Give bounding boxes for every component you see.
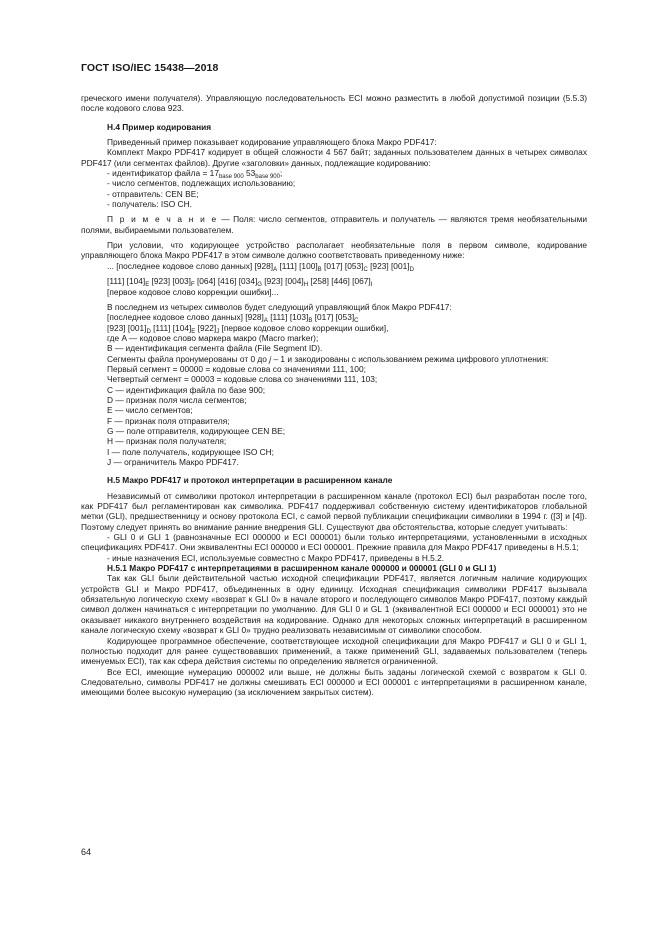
definition: B — идентификация сегмента файла (File Segment ID). [107, 343, 323, 354]
paragraph: Все ECI, имеющие нумерацию 000002 или выше, не должны быть заданы логической схемой с возвратом к GLI 0. Следовательно, символы PDF417 не должны смешивать ECI 000000 и ECI 000001 с интерпретациями в расширенном канале, имеющими более высокую нумерацию (за исключением закрытых систем). [81, 666, 587, 698]
definition: I — поле получатель, кодирующее ISO CH; [107, 446, 275, 457]
paragraph: Так как GLI были действительной частью исходной спецификации PDF417, является логичным наличие кодирующих устройств GLI и Макро PDF417, объединенных в одну единицу. Исходная спецификация символики PDF417 вызывала обязательную логическую схему «возврат к GLI 0» в начале второго и последующего символов Макро PDF417, поэтому каждый символ должен начинаться с интерпретации по умолчанию. Для GLI 0 и GL 1 (эквивалентной ECI 000000 и ECI 000001) это не оказывает никакого внутреннего воздействия на кодирование. Однако для некоторых сложных интерпретаций в расширенном канале логическую схему «возврат к GLI 0» трудно реализовать независимым от символики способом. [81, 573, 587, 636]
definition: H — признак поля получателя; [107, 436, 227, 447]
main-content [81, 93, 587, 698]
list-item: - получатель: ISO CH. [107, 199, 192, 210]
paragraph: Сегменты файла пронумерованы от 0 до j – 1 и закодированы с использованием режима цифрового уплотнения: [107, 353, 549, 364]
paragraph: Независимый от символики протокол интерпретации в расширенном канале (протокол ECI) был разработан после того, как PDF417 был регламентирован как символика. PDF417 поддерживал собственную систему идентификаторов глобальной метки (GLI), предшественницу и основу протокола ECI, с самой первой публикации спецификации символики в 1994 г. ([3] и [4]). Поэтому следует принять во внимание ранние внедрения GLI. Существуют два обстоятельства, которые следует учитывать: [81, 490, 587, 532]
section-heading-h5: H.5 Макро PDF417 и протокол интерпретации в расширенном канале [107, 475, 393, 486]
segment-line: Четвертый сегмент = 00003 = кодовые слова со значениями 111, 103; [107, 374, 378, 385]
paragraph: При условии, что кодирующее устройство располагает необязательные поля в первом символе, кодирование управляющего блока Макро PDF417 в этом символе должно соответствовать приведенному ниже: [81, 240, 587, 261]
codeword-sequence: [последнее кодовое слово данных] $[928]_A$ [111] $[103]_B$ [017] $[053]_C$ [107, 312, 359, 325]
section-heading-h4: H.4 Пример кодирования [107, 121, 212, 132]
definition: G — поле отправителя, кодирующее CEN BE; [107, 425, 286, 436]
note-label: П р и м е ч а н и е [107, 214, 218, 225]
definition: E — число сегментов; [107, 405, 193, 416]
paragraph: греческого имени получателя). Управляющую последовательность ECI можно разместить в любой допустимой позиции (5.5.3) после кодового слова 923. [81, 93, 587, 114]
page-number: 64 [81, 847, 92, 857]
section-heading-h51: H.5.1 Макро PDF417 с интерпретациями в расширенном канале 000000 и 000001 (GLI 0 и GLI 1) [107, 563, 497, 574]
definition: J — ограничитель Макро PDF417. [107, 457, 239, 467]
definition: C — идентификация файла по базе 900; [107, 384, 266, 395]
segment-line: Первый сегмент = 00000 = кодовые слова со значениями 111, 100; [107, 363, 366, 374]
paragraph: - иные назначения ECI, используемые совместно с Макро PDF417, приведены в H.5.2. [107, 552, 445, 563]
paragraph: Приведенный пример показывает кодирование управляющего блока Макро PDF417: [107, 137, 437, 148]
list-item: - число сегментов, подлежащих использованию; [107, 178, 296, 189]
paragraph: Комплект Макро PDF417 кодирует в общей сложности 4 567 байт; заданных пользователем данных в четырех символах PDF417 (или сегментах файлов). Другие «заголовки» данных, подлежащие кодированию: [81, 147, 587, 168]
list-item: - идентификатор файла = $17_{base 900}$ $53_{base 900}$; [107, 168, 283, 181]
codeword-sequence: [первое кодовое слово коррекции ошибки]... [107, 286, 279, 297]
definition: F — признак поля отправителя; [107, 415, 230, 426]
note-text: — Поля: число сегментов, отправитель и получатель — являются тремя необязательными полями, выбираемыми пользователем. [81, 214, 587, 235]
definition: D — признак поля числа сегментов; [107, 394, 247, 405]
codeword-sequence: ... [последнее кодовое слово данных] $[928]_A$ [111] $[100]_B$ [017] $[053]_C$ [923] $[001]_D$ [107, 260, 414, 273]
codeword-sequence: [923] $[001]_D$ [111] $[104]_E$ $[922]_J$ [первое кодовое слово коррекции ошибки], [107, 322, 389, 335]
note [81, 214, 587, 235]
paragraph: - GLI 0 и GLI 1 (равнозначные ECI 000000 и ECI 000001) были только интерпретациями, установленными в исходных спецификациях PDF417. Они эквивалентны ECI 000000 и ECI 000001. Прежние правила для Макро PDF417 приведены в H.5.1; [81, 532, 587, 553]
paragraph: В последнем из четырех символов будет следующий управляющий блок Макро PDF417: [107, 301, 452, 312]
codeword-sequence: [111] $[104]_E$ [923] $[003]_F$ [064] [416] $[034]_G$ [923] $[004]_H$ [258] [446] $[067]_I$ [107, 276, 373, 289]
paragraph: Кодирующее программное обеспечение, соответствующее исходной спецификации для Макро PDF417 и GLI 0 и GLI 1, полностью подходит для ранее существовавших применений, а также применений GLI, задаваемых пользователем (теперь именуемых ECI), так как сфера действия системы по определению является ограниченной. [81, 635, 587, 667]
document-header: ГОСТ ISO/IEC 15438—2018 [81, 62, 219, 74]
list-item: - отправитель: CEN BE; [107, 188, 199, 199]
definition: где A — кодовое слово маркера макро (Macro marker); [107, 332, 319, 343]
